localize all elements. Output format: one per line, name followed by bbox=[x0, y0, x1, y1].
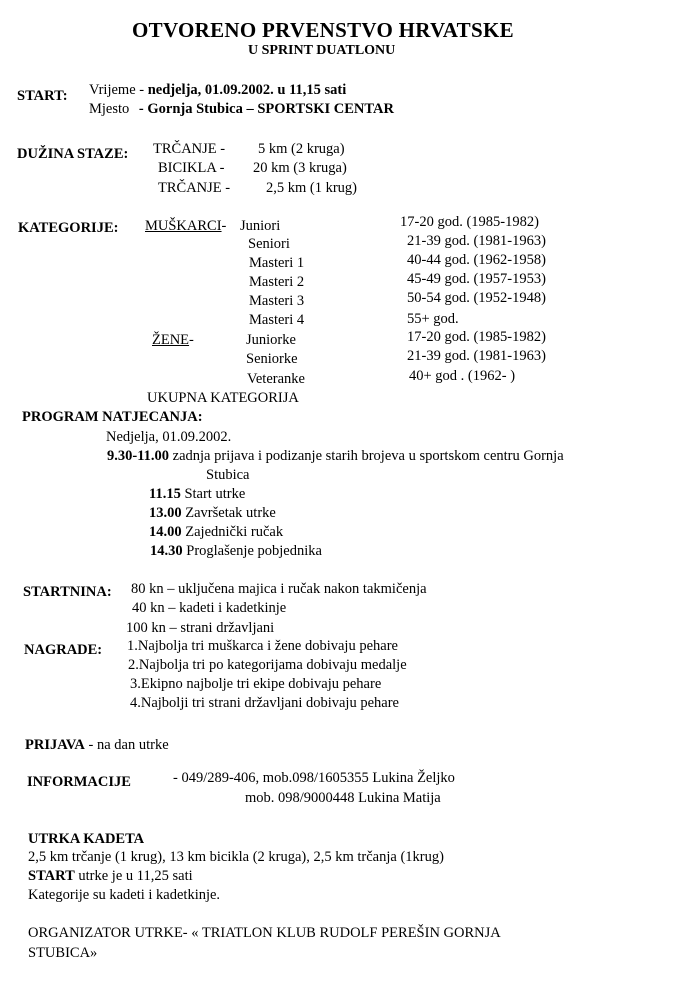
men-cat-6-age: 55+ god. bbox=[407, 311, 459, 327]
distance-item-3-value: 2,5 km (1 krug) bbox=[266, 180, 358, 196]
start-place-value: - Gornja Stubica – SPORTSKI CENTAR bbox=[138, 101, 394, 117]
men-cat-2-name: Seniori bbox=[248, 236, 290, 252]
fee-line-3: 100 kn – strani državljani bbox=[126, 620, 275, 636]
cadet-label: UTRKA KADETA bbox=[28, 831, 145, 847]
men-label-dash: - bbox=[221, 218, 227, 234]
awards-line-3: 3.Ekipno najbolje tri ekipe dobivaju pehare bbox=[130, 676, 382, 692]
program-item-1-text: Start utrke bbox=[180, 486, 246, 502]
awards-line-2: 2.Najbolja tri po kategorijama dobivaju medalje bbox=[128, 657, 407, 673]
start-place bbox=[89, 102, 394, 117]
men-cat-6-name: Masteri 4 bbox=[249, 312, 305, 328]
entry bbox=[25, 738, 169, 753]
program-item-1 bbox=[149, 487, 245, 502]
women-cat-2-name: Seniorke bbox=[246, 351, 298, 367]
program-date: Nedjelja, 01.09.2002. bbox=[106, 429, 232, 445]
start-time-prefix: Vrijeme - bbox=[89, 82, 148, 98]
fee-label: STARTNINA: bbox=[23, 584, 112, 600]
women-cat-3-name: Veteranke bbox=[247, 371, 305, 387]
program-item-1-time: 11.15 bbox=[149, 486, 181, 502]
info-label: INFORMACIJE bbox=[27, 774, 131, 790]
program-registration bbox=[107, 449, 564, 464]
men-label-text: MUŠKARCI bbox=[145, 218, 222, 234]
cadet-start-label: START bbox=[28, 868, 75, 884]
awards-line-4: 4.Najbolji tri strani državljani dobivaju pehare bbox=[130, 695, 399, 711]
program-reg-time: 9.30-11.00 bbox=[107, 448, 170, 464]
men-cat-3-age: 40-44 god. (1962-1958) bbox=[407, 252, 546, 268]
women-label bbox=[152, 333, 194, 348]
program-reg-text: zadnja prijava i podizanje starih brojeva u sportskom centru Gornja bbox=[169, 448, 564, 464]
info-line-2: mob. 098/9000448 Lukina Matija bbox=[245, 790, 441, 806]
men-cat-4-name: Masteri 2 bbox=[249, 274, 305, 290]
women-label-text: ŽENE bbox=[152, 332, 190, 348]
program-item-2-text: Završetak utrke bbox=[181, 505, 276, 521]
men-cat-5-name: Masteri 3 bbox=[249, 293, 305, 309]
men-cat-2-age: 21-39 god. (1981-1963) bbox=[407, 233, 546, 249]
men-label bbox=[145, 219, 226, 234]
program-item-2 bbox=[149, 506, 276, 521]
start-time bbox=[89, 83, 346, 98]
cadet-line-3: Kategorije su kadeti i kadetkinje. bbox=[28, 887, 221, 903]
program-item-3-text: Zajednički ručak bbox=[181, 524, 284, 540]
fee-line-1: 80 kn – uključena majica i ručak nakon takmičenja bbox=[131, 581, 427, 597]
document-title: OTVORENO PRVENSTVO HRVATSKE bbox=[132, 18, 514, 42]
overall-category: UKUPNA KATEGORIJA bbox=[147, 390, 299, 406]
distance-item-1-name: TRČANJE - bbox=[153, 141, 226, 157]
distance-item-2-value: 20 km (3 kruga) bbox=[253, 160, 347, 176]
women-cat-2-age: 21-39 god. (1981-1963) bbox=[407, 348, 546, 364]
program-item-4-text: Proglašenje pobjednika bbox=[182, 543, 322, 559]
women-cat-3-age: 40+ god . (1962- ) bbox=[409, 368, 516, 384]
entry-text: - na dan utrke bbox=[84, 737, 169, 753]
program-label: PROGRAM NATJECANJA: bbox=[22, 409, 203, 425]
women-label-dash: - bbox=[189, 332, 194, 348]
program-item-3 bbox=[149, 525, 283, 540]
program-item-3-time: 14.00 bbox=[149, 524, 182, 540]
program-item-2-time: 13.00 bbox=[149, 505, 182, 521]
fee-line-2: 40 kn – kadeti i kadetkinje bbox=[132, 600, 287, 616]
start-time-value: nedjelja, 01.09.2002. u 11,15 sati bbox=[147, 82, 347, 98]
distance-item-2-name: BICIKLA - bbox=[158, 160, 225, 176]
categories-label: KATEGORIJE: bbox=[18, 220, 119, 236]
organizer-line-2: STUBICA» bbox=[28, 945, 98, 961]
info-line-1: - 049/289-406, mob.098/1605355 Lukina Željko bbox=[173, 770, 455, 786]
cadet-start bbox=[28, 869, 193, 884]
men-cat-1-name: Juniori bbox=[240, 218, 281, 234]
men-cat-5-age: 50-54 god. (1952-1948) bbox=[407, 290, 546, 306]
distance-item-1-value: 5 km (2 kruga) bbox=[258, 141, 345, 157]
document-subtitle: U SPRINT DUATLONU bbox=[248, 43, 396, 58]
women-cat-1-age: 17-20 god. (1985-1982) bbox=[407, 329, 546, 345]
cadet-start-text: utrke je u 11,25 sati bbox=[74, 868, 193, 884]
program-item-4 bbox=[150, 544, 322, 559]
men-cat-1-age: 17-20 god. (1985-1982) bbox=[400, 214, 539, 230]
men-cat-4-age: 45-49 god. (1957-1953) bbox=[407, 271, 546, 287]
distance-label: DUŽINA STAZE: bbox=[17, 146, 129, 162]
awards-line-1: 1.Najbolja tri muškarca i žene dobivaju pehare bbox=[127, 638, 398, 654]
organizer-line-1: ORGANIZATOR UTRKE- « TRIATLON KLUB RUDOLF PEREŠIN GORNJA bbox=[28, 925, 501, 941]
start-label: START: bbox=[17, 88, 68, 104]
entry-label: PRIJAVA bbox=[25, 737, 85, 753]
cadet-line-1: 2,5 km trčanje (1 krug), 13 km bicikla (2 kruga), 2,5 km trčanja (1krug) bbox=[28, 849, 444, 865]
men-cat-3-name: Masteri 1 bbox=[249, 255, 305, 271]
distance-item-3-name: TRČANJE - bbox=[158, 180, 231, 196]
start-place-prefix: Mjesto bbox=[89, 101, 130, 117]
program-reg-text-2: Stubica bbox=[206, 467, 250, 483]
program-item-4-time: 14.30 bbox=[150, 543, 183, 559]
women-cat-1-name: Juniorke bbox=[246, 332, 296, 348]
awards-label: NAGRADE: bbox=[24, 642, 103, 658]
